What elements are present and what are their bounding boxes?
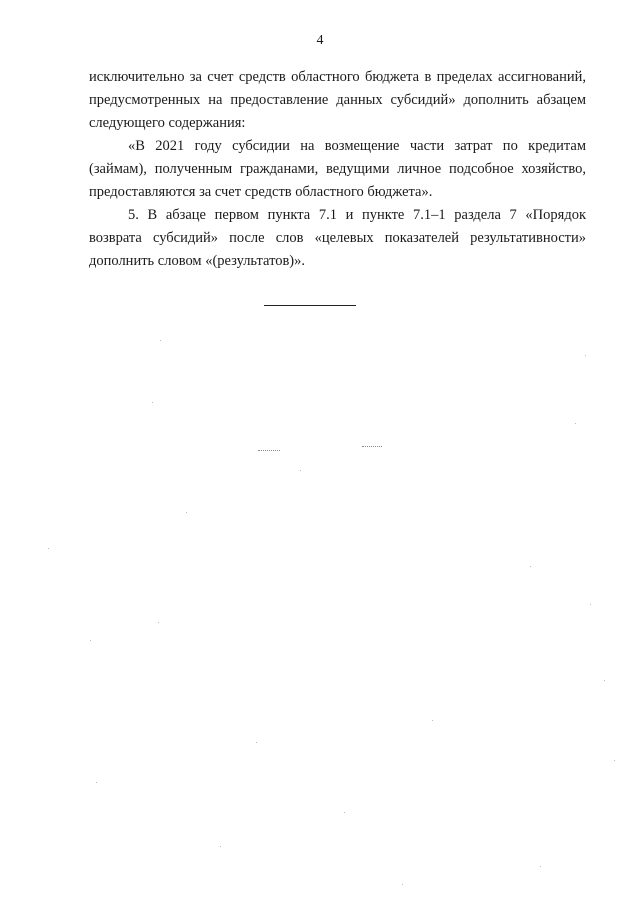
paragraph-continuation: исключительно за счет средств областного бюджета в пределах ассигнований, предусмотренных на предоставление данных субсидий» дополнить абзацем следующего содержания: bbox=[89, 69, 586, 131]
paragraph-item-5: 5. В абзаце первом пункта 7.1 и пункте 7.1–1 раздела 7 «Порядок возврата субсидий» после слов «целевых показателей результативности» дополнить словом «(результатов)». bbox=[89, 207, 586, 269]
end-divider-line bbox=[264, 305, 356, 306]
document-body bbox=[89, 66, 586, 273]
page-number: 4 bbox=[316, 33, 324, 48]
paragraph-quote-2021: «В 2021 году субсидии на возмещение части затрат по кредитам (займам), полученным гражданами, ведущими личное подсобное хозяйство, предоставляются за счет средств областного бюджета». bbox=[89, 138, 586, 200]
